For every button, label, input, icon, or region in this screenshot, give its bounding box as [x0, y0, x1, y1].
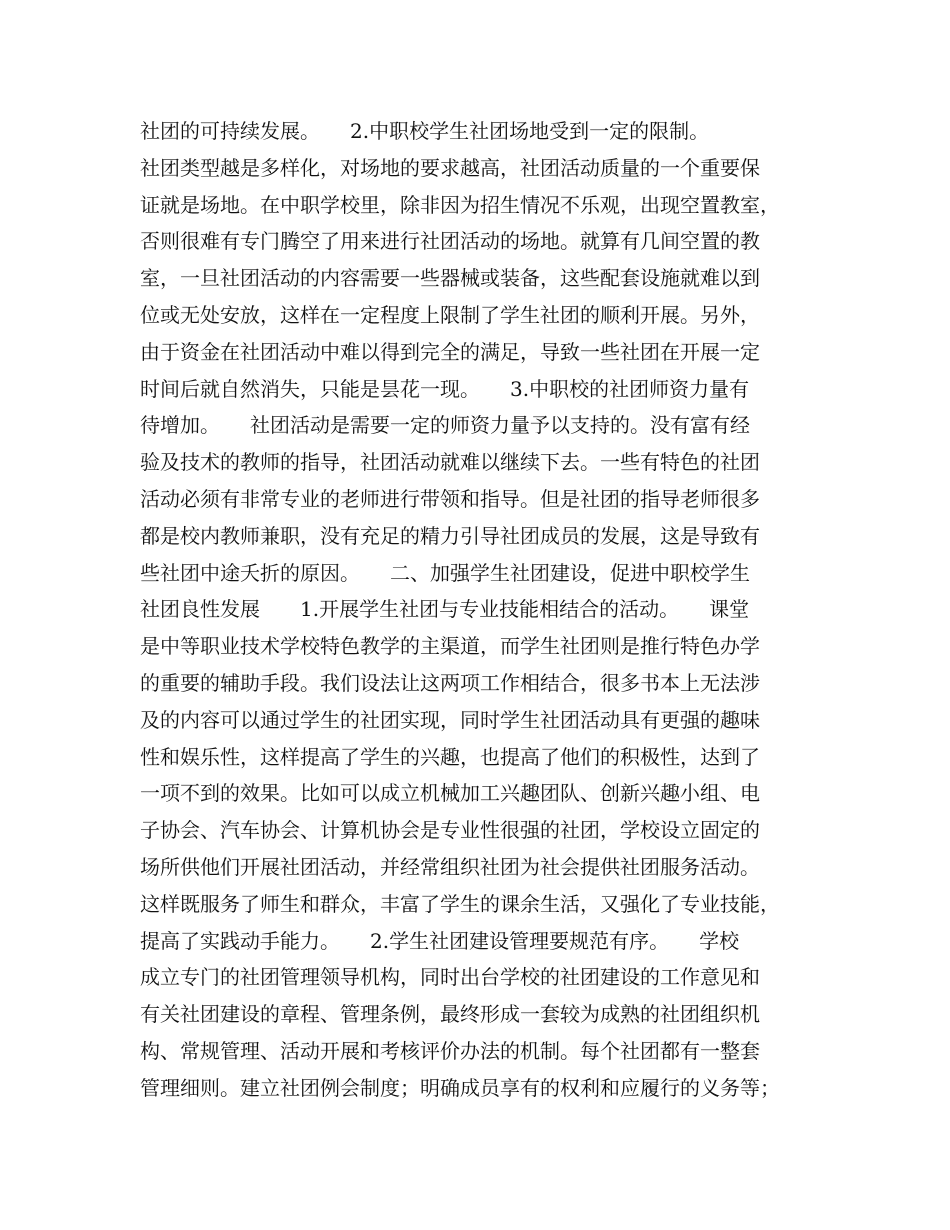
text-line: 都是校内教师兼职，没有充足的精力引导社团成员的发展，这是导致有	[140, 523, 760, 548]
text-line: 子协会、汽车协会、计算机协会是专业性很强的社团，学校设立固定的	[140, 818, 760, 843]
text-line: 活动必须有非常专业的老师进行带领和指导。但是社团的指导老师很多	[140, 486, 760, 511]
text-line: 待增加。 社团活动是需要一定的师资力量予以支持的。没有富有经	[140, 413, 750, 438]
text-line: 否则很难有专门腾空了用来进行社团活动的场地。就算有几间空置的教	[140, 229, 760, 254]
text-line: 一项不到的效果。比如可以成立机械加工兴趣团队、创新兴趣小组、电	[140, 781, 760, 806]
text-line: 由于资金在社团活动中难以得到完全的满足，导致一些社团在开展一定	[140, 339, 760, 364]
text-line: 社团良性发展 1.开展学生社团与专业技能相结合的活动。 课堂	[140, 597, 750, 622]
text-line: 这样既服务了师生和群众，丰富了学生的课余生活，又强化了专业技能，	[140, 891, 780, 916]
text-line: 社团类型越是多样化，对场地的要求越高，社团活动质量的一个重要保	[140, 155, 760, 180]
text-line: 验及技术的教师的指导，社团活动就难以继续下去。一些有特色的社团	[140, 450, 760, 475]
text-line: 性和娱乐性，这样提高了学生的兴趣，也提高了他们的积极性，达到了	[140, 744, 760, 769]
text-line: 有关社团建设的章程、管理条例，最终形成一套较为成熟的社团组织机	[140, 1002, 760, 1027]
text-line: 及的内容可以通过学生的社团实现，同时学生社团活动具有更强的趣味	[140, 707, 760, 732]
text-line: 提高了实践动手能力。 2.学生社团建设管理要规范有序。 学校	[140, 928, 740, 953]
text-line: 证就是场地。在中职学校里，除非因为招生情况不乐观，出现空置教室，	[140, 192, 780, 217]
text-line: 构、常规管理、活动开展和考核评价办法的机制。每个社团都有一整套	[140, 1038, 760, 1063]
text-line: 是中等职业技术学校特色教学的主渠道，而学生社团则是推行特色办学	[140, 634, 760, 659]
text-line: 室，一旦社团活动的内容需要一些器械或装备，这些配套设施就难以到	[140, 266, 760, 291]
text-line: 时间后就自然消失，只能是昙花一现。 3.中职校的社团师资力量有	[140, 376, 750, 401]
text-line: 管理细则。建立社团例会制度；明确成员享有的权利和应履行的义务等；	[140, 1075, 780, 1100]
body-text	[140, 113, 830, 1107]
text-line: 成立专门的社团管理领导机构，同时出台学校的社团建设的工作意见和	[140, 965, 760, 990]
text-line: 场所供他们开展社团活动，并经常组织社团为社会提供社团服务活动。	[140, 854, 760, 879]
text-line: 位或无处安放，这样在一定程度上限制了学生社团的顺利开展。另外，	[140, 302, 760, 327]
text-line: 的重要的辅助手段。我们设法让这两项工作相结合，很多书本上无法涉	[140, 670, 760, 695]
text-line: 些社团中途夭折的原因。 二、加强学生社团建设，促进中职校学生	[140, 560, 750, 585]
text-line: 社团的可持续发展。 2.中职校学生社团场地受到一定的限制。	[140, 119, 710, 143]
